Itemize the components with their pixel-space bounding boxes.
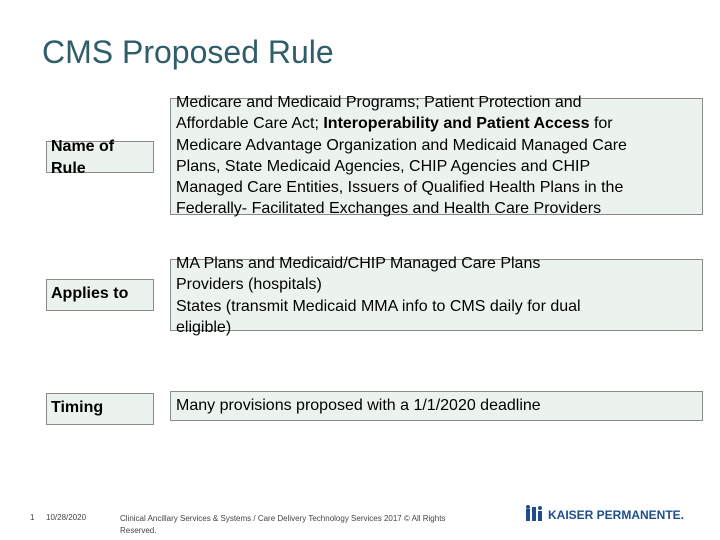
text-run: Providers (hospitals): [176, 276, 322, 294]
row-content-text: [176, 92, 698, 220]
label-line: Name of: [51, 138, 115, 155]
row-content-timing: [170, 391, 703, 421]
content-line: [176, 113, 698, 134]
kaiser-permanente-logo: [524, 505, 694, 525]
content-line: [176, 274, 698, 295]
text-run: Medicare and Medicaid Programs; Patient Protection and: [176, 94, 582, 111]
content-line: [176, 135, 698, 156]
text-run: Managed Care Entities, Issuers of Qualified Health Plans in the: [176, 179, 624, 197]
row-content-text: [176, 253, 698, 338]
row-content-text: [176, 395, 698, 416]
row-label-text: [51, 399, 103, 417]
content-line: [176, 395, 698, 416]
content-line: [176, 156, 698, 177]
kaiser-logo-icon: [524, 505, 694, 525]
content-line: [176, 198, 698, 219]
text-run: Federally- Facilitated Exchanges and Health Care Providers: [176, 200, 602, 218]
content-line: [176, 296, 698, 317]
row-label-name-of-rule: [46, 138, 154, 177]
text-run: Plans, State Medicaid Agencies, CHIP Agencies and CHIP: [176, 157, 591, 175]
row-content-applies-to: [170, 255, 703, 336]
text-run: States (transmit Medicaid MMA info to CMS daily for dual: [176, 297, 581, 315]
text-run: Affordable Care Act;: [176, 115, 324, 133]
label-line: Rule: [51, 160, 86, 177]
text-run: MA Plans and Medicaid/CHIP Managed Care Plans: [176, 255, 541, 272]
slide-number: 1: [30, 513, 35, 522]
content-line: [176, 253, 698, 274]
text-run: Many provisions proposed with a 1/1/2020 deadline: [176, 397, 541, 414]
text-run: eligible): [176, 318, 232, 336]
label-line: Applies to: [51, 285, 129, 302]
footer-copyright: Clinical Ancillary Services & Systems / Care Delivery Technology Services 2017 © All Rights Reserved.: [120, 514, 446, 535]
content-line: [176, 317, 698, 338]
row-label-text: [51, 285, 128, 303]
text-run: for: [589, 115, 613, 133]
content-line: [176, 177, 698, 198]
row-content-name-of-rule: [170, 94, 703, 218]
footer-date: 10/28/2020: [46, 513, 87, 522]
row-label-text: [51, 136, 114, 180]
text-run: Medicare Advantage Organization and Medicaid Managed Care: [176, 136, 627, 154]
row-label-timing: [46, 393, 154, 425]
content-line: [176, 92, 698, 113]
row-label-applies-to: [46, 279, 154, 311]
logo-text: KAISER PERMANENTE.: [548, 508, 685, 522]
slide-title: CMS Proposed Rule: [42, 34, 334, 70]
bold-text: Interoperability and Patient Access: [323, 115, 590, 133]
label-line: Timing: [51, 399, 104, 416]
